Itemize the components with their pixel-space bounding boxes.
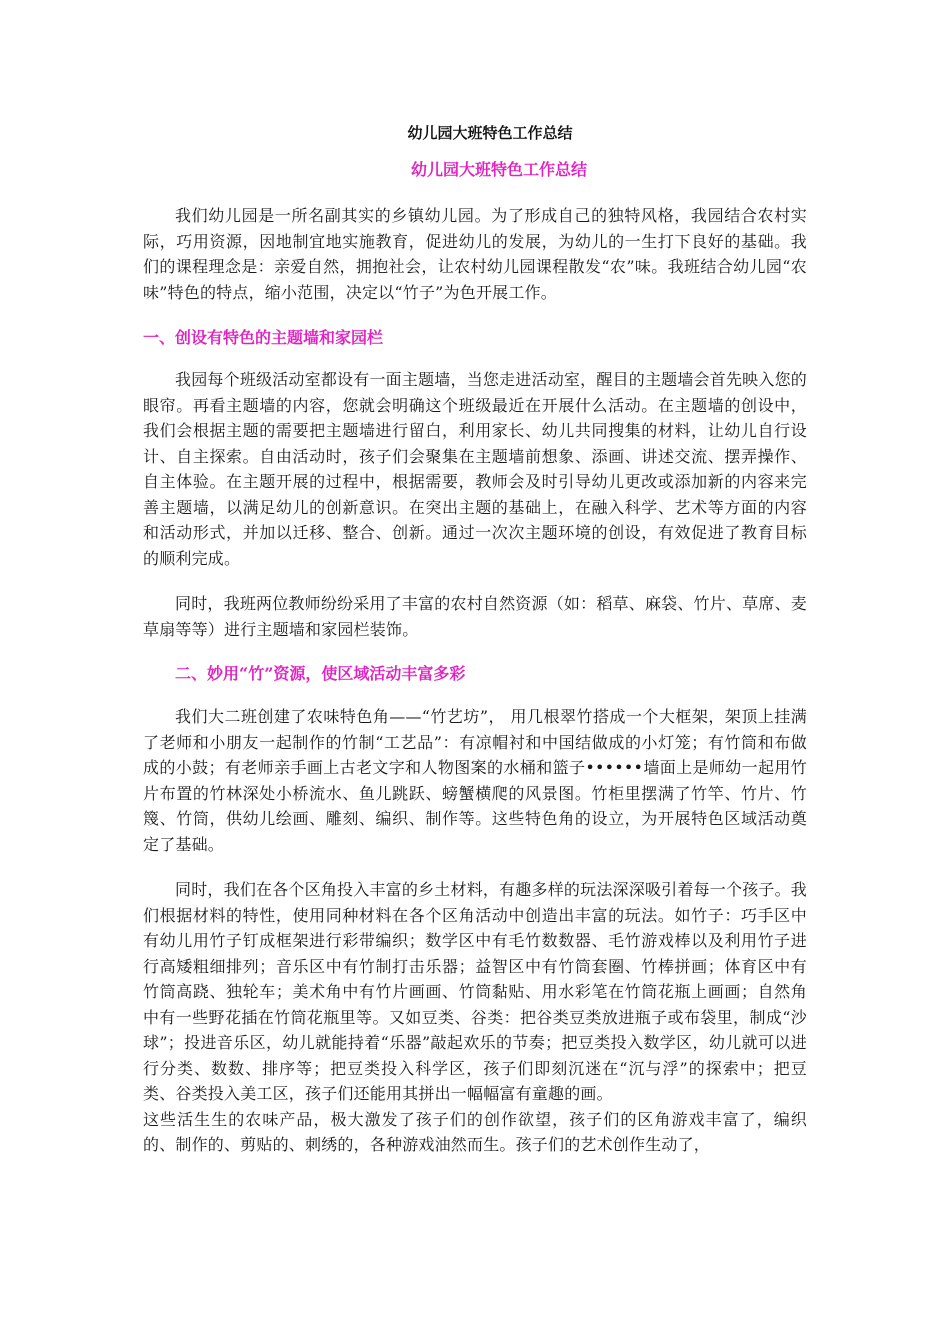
intro-paragraph: 我们幼儿园是一所名副其实的乡镇幼儿园。为了形成自己的独特风格，我园结合农村实际，巧用资源，因地制宜地实施教育，促进幼儿的发展，为幼儿的一生打下良好的基础。我们的课程理念是：亲爱自然，拥抱社会，让农村幼儿园课程散发“农”味。我班结合幼儿园“农味”特色的特点，缩小范围，决定以“竹子”为色开展工作。 [143,206,807,302]
section-2-paragraph-2: 同时，我们在各个区角投入丰富的乡土材料，有趣多样的玩法深深吸引着每一个孩子。我们根据材料的特性，使用同种材料在各个区角活动中创造出丰富的玩法。如竹子：巧手区中有幼儿用竹子钉成框架进行彩带编织；数学区中有毛竹数数器、毛竹游戏棒以及利用竹子进行高矮粗细排列；音乐区中有竹制打击乐器；益智区中有竹筒套圈、竹棒拼画；体育区中有竹筒高跷、独轮车；美术角中有竹片画画、竹筒黏贴、用水彩笔在竹筒花瓶上画画；自然角中有一些野花插在竹筒花瓶里等。又如豆类、谷类：把谷类豆类放进瓶子或布袋里，制成“沙球”；投进音乐区，幼儿就能持着“乐器”敲起欢乐的节奏；把豆类投入数学区，幼儿就可以进行分类、数数、排序等；把豆类投入科学区，孩子们即刻沉迷在“沉与浮”的探索中；把豆类、谷类投入美工区，孩子们还能用其拼出一幅幅富有童趣的画。 [143,880,807,1103]
section-heading-2: 二、妙用“竹”资源，使区域活动丰富多彩 [175,664,466,683]
section-heading-1: 一、创设有特色的主题墙和家园栏 [143,328,384,347]
document-page [143,122,807,1158]
section-1-paragraph-1: 我园每个班级活动室都设有一面主题墙，当您走进活动室，醒目的主题墙会首先映入您的眼帘。再看主题墙的内容，您就会明确这个班级最近在开展什么活动。在主题墙的创设中，我们会根据主题的需要把主题墙进行留白，利用家长、幼儿共同搜集的材料，让幼儿自行设计、自主探索。自由活动时，孩子们会聚集在主题墙前想象、添画、讲述交流、摆弄操作、自主体验。在主题开展的过程中，根据需要，教师会及时引导幼儿更改或添加新的内容来完善主题墙，以满足幼儿的创新意识。在突出主题的基础上，在融入科学、艺术等方面的内容和活动形式，并加以迁移、整合、创新。通过一次次主题环境的创设，有效促进了教育目标的顺利完成。 [143,370,807,568]
section-2-paragraph-3: 这些活生生的农味产品，极大激发了孩子们的创作欲望，孩子们的区角游戏丰富了，编织的、制作的、剪贴的、刺绣的，各种游戏油然而生。孩子们的艺术创作生动了， [143,1109,807,1154]
document-subtitle: 幼儿园大班特色工作总结 [410,160,587,179]
section-2-paragraph-1: 我们大二班创建了农味特色角——“竹艺坊”， 用几根翠竹搭成一个大框架，架顶上挂满了老师和小朋友一起制作的竹制“工艺品”：有凉帽衬和中国结做成的小灯笼；有竹筒和布做成的小鼓；有老师亲手画上古老文字和人物图案的水桶和篮子••••••墙面上是师幼一起用竹片布置的竹林深处小桥流水、鱼儿跳跃、螃蟹横爬的风景图。竹柜里摆满了竹竿、竹片、竹篾、竹筒，供幼儿绘画、雕刻、编织、制作等。这些特色角的设立，为开展特色区域活动奠定了基础。 [143,707,807,854]
document-title: 幼儿园大班特色工作总结 [407,124,573,142]
section-1-paragraph-2: 同时，我班两位教师纷纷采用了丰富的农村自然资源（如：稻草、麻袋、竹片、草席、麦草扇等等）进行主题墙和家园栏装饰。 [143,594,807,639]
